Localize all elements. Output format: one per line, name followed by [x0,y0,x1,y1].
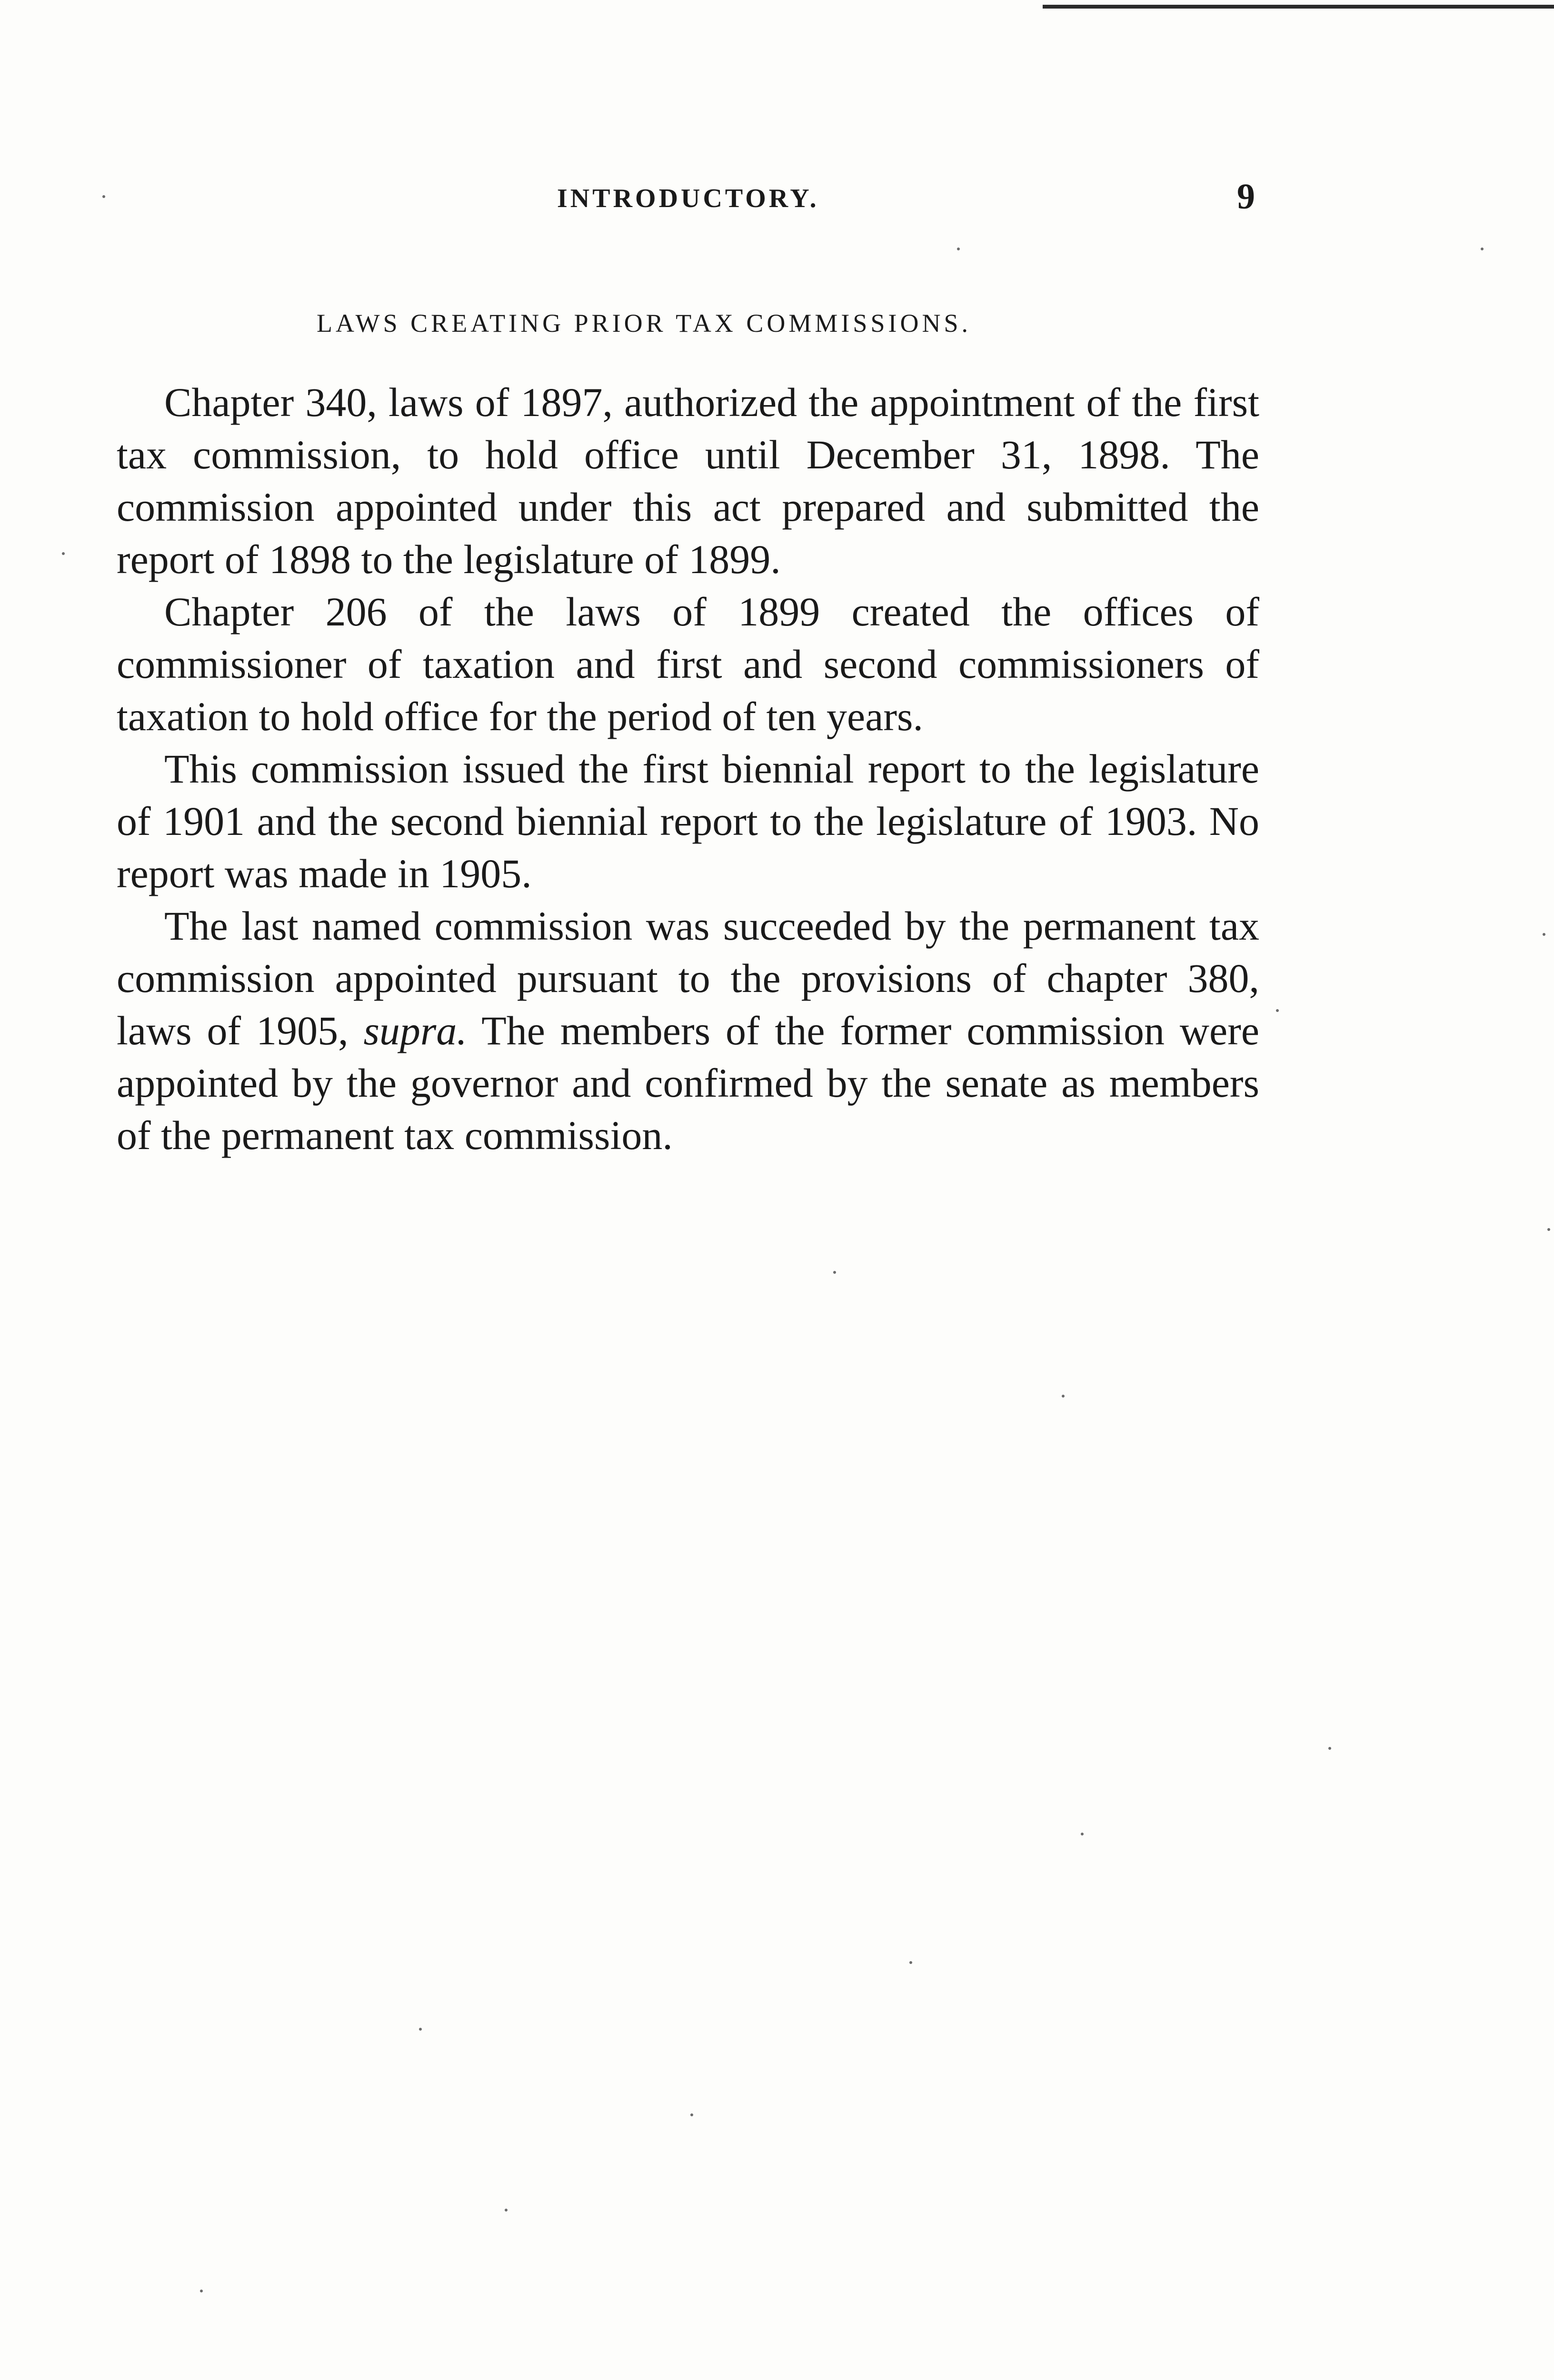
paragraph-4-part-2: The members of the former commission were appointed by the governor and confirmed by the senate as members of the permanent tax commission. [117,1008,1259,1158]
scan-speck [419,2028,422,2031]
scan-speck [62,552,65,555]
top-edge-rule [1043,5,1554,9]
scan-speck [1328,1747,1331,1750]
scan-speck [833,1271,836,1274]
scan-speck [505,2209,508,2211]
paragraph-4-italic: supra. [363,1008,467,1053]
paragraph-1: Chapter 340, laws of 1897, authorized the appointment of the first tax commission, to hold office until December 31, 1898. The commission appointed under this act prepared and submitted the report of 1898 to the legislature of 1899. [117,379,1259,582]
scan-speck [909,1961,912,1964]
paragraph-2: Chapter 206 of the laws of 1899 created the offices of commissioner of taxation and first and second commissioners of taxation to hold office for the period of ten years. [117,589,1259,739]
scan-speck [1062,1395,1065,1398]
page-number: 9 [1237,177,1255,217]
section-title: LAWS CREATING PRIOR TAX COMMISSIONS. [317,309,971,337]
scan-speck [200,2290,203,2292]
scan-speck [1276,1009,1279,1012]
paragraph-3: This commission issued the first biennial report to the legislature of 1901 and the second biennial report to the legislature of 1903. No report was made in 1905. [117,746,1259,896]
scan-speck [1547,1228,1550,1231]
scan-speck [1081,1833,1084,1835]
scan-speck [957,248,960,250]
body-text [117,376,1259,1161]
scan-speck [102,195,105,198]
scan-speck [1481,248,1484,250]
paragraph-4 [117,900,1259,1161]
paragraph-4-part-1: The last named commission was succeeded by the permanent tax commission appointed pursuant to the provisions of chapter 380, laws of 1905, [117,903,1259,1053]
scan-speck [690,2113,693,2116]
scan-speck [1543,933,1545,936]
running-head: INTRODUCTORY. [557,184,819,213]
